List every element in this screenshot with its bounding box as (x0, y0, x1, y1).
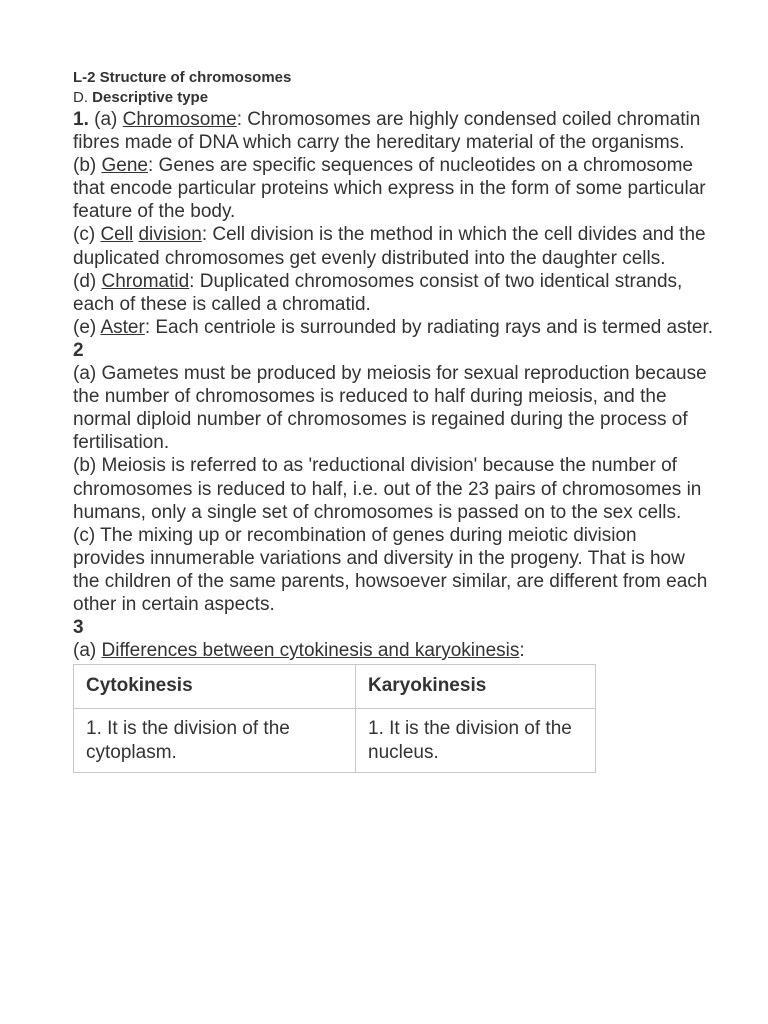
q2-c: (c) The mixing up or recombination of genes during meiotic division provides innumerable variations and diversity in the progeny. That is how the children of the same parents, howsoever similar, are different from each other in certain aspects. (73, 524, 708, 615)
q1-c-text: : Cell division is the method in which the cell divides and the duplicated chromosomes get evenly distributed into the daughter cells. (73, 224, 706, 269)
q1-d (73, 270, 713, 316)
q3-number: 3 (73, 617, 84, 639)
section-prefix: D. (73, 89, 88, 106)
q1-a (73, 108, 713, 154)
q1-number: 1. (73, 109, 89, 130)
q1-a-prefix: (a) (94, 109, 118, 130)
term-chromatid: Chromatid (101, 270, 190, 292)
table-header-karyokinesis: Karyokinesis (356, 665, 596, 709)
q1-d-prefix: (d) (73, 270, 97, 292)
q3-a-suffix: : (519, 640, 525, 662)
q2-a: (a) Gametes must be produced by meiosis for sexual reproduction because the number of chromosomes is reduced to half during meiosis, and the normal diploid number of chromosomes is regained during the process of fertilisation. (73, 363, 707, 454)
q1-c (73, 223, 713, 269)
term-aster: Aster (100, 316, 145, 338)
table-row (74, 709, 596, 773)
term-gene: Gene (101, 155, 148, 177)
table-cell-karyokinesis: 1. It is the division of the nucleus. (356, 709, 596, 773)
q2-number: 2 (73, 339, 84, 361)
differences-heading: Differences between cytokinesis and karyokinesis (101, 640, 520, 662)
table-cell-cytokinesis: 1. It is the division of the cytoplasm. (74, 709, 356, 773)
q1-a-text: : Chromosomes are highly condensed coiled chromatin fibres made of DNA which carry the hereditary material of the organisms. (73, 109, 701, 154)
q3-a-prefix: (a) (73, 640, 97, 662)
q2-b: (b) Meiosis is referred to as 'reductional division' because the number of chromosomes is reduced to half, i.e. out of the 23 pairs of chromosomes in humans, only a single set of chromosomes is passed on to the sex cells. (73, 455, 702, 523)
table-header-row (74, 665, 596, 709)
term-division: division (138, 224, 202, 246)
q1-b-prefix: (b) (73, 155, 97, 177)
q1-b (73, 154, 713, 223)
differences-table (73, 664, 596, 773)
q1-e-text: : Each centriole is surrounded by radiating rays and is termed aster. (144, 316, 714, 338)
q1-d-text: : Duplicated chromosomes consist of two identical strands, each of these is called a chromatid. (73, 270, 683, 315)
section-title: Descriptive type (92, 89, 209, 106)
q3-a-heading (73, 639, 713, 662)
q1-c-prefix: (c) (73, 224, 96, 246)
document-page (73, 68, 713, 773)
q1-e-prefix: (e) (73, 316, 97, 338)
table-header-cytokinesis: Cytokinesis (74, 665, 356, 709)
lesson-title: L-2 Structure of chromosomes (73, 69, 292, 86)
q1-b-text: : Genes are specific sequences of nucleotides on a chromosome that encode particular proteins which express in the form of some particular feature of the body. (73, 155, 706, 223)
term-chromosome: Chromosome (122, 109, 237, 130)
q1-e (73, 316, 713, 339)
term-cell: Cell (100, 224, 134, 246)
section-heading (73, 88, 713, 108)
